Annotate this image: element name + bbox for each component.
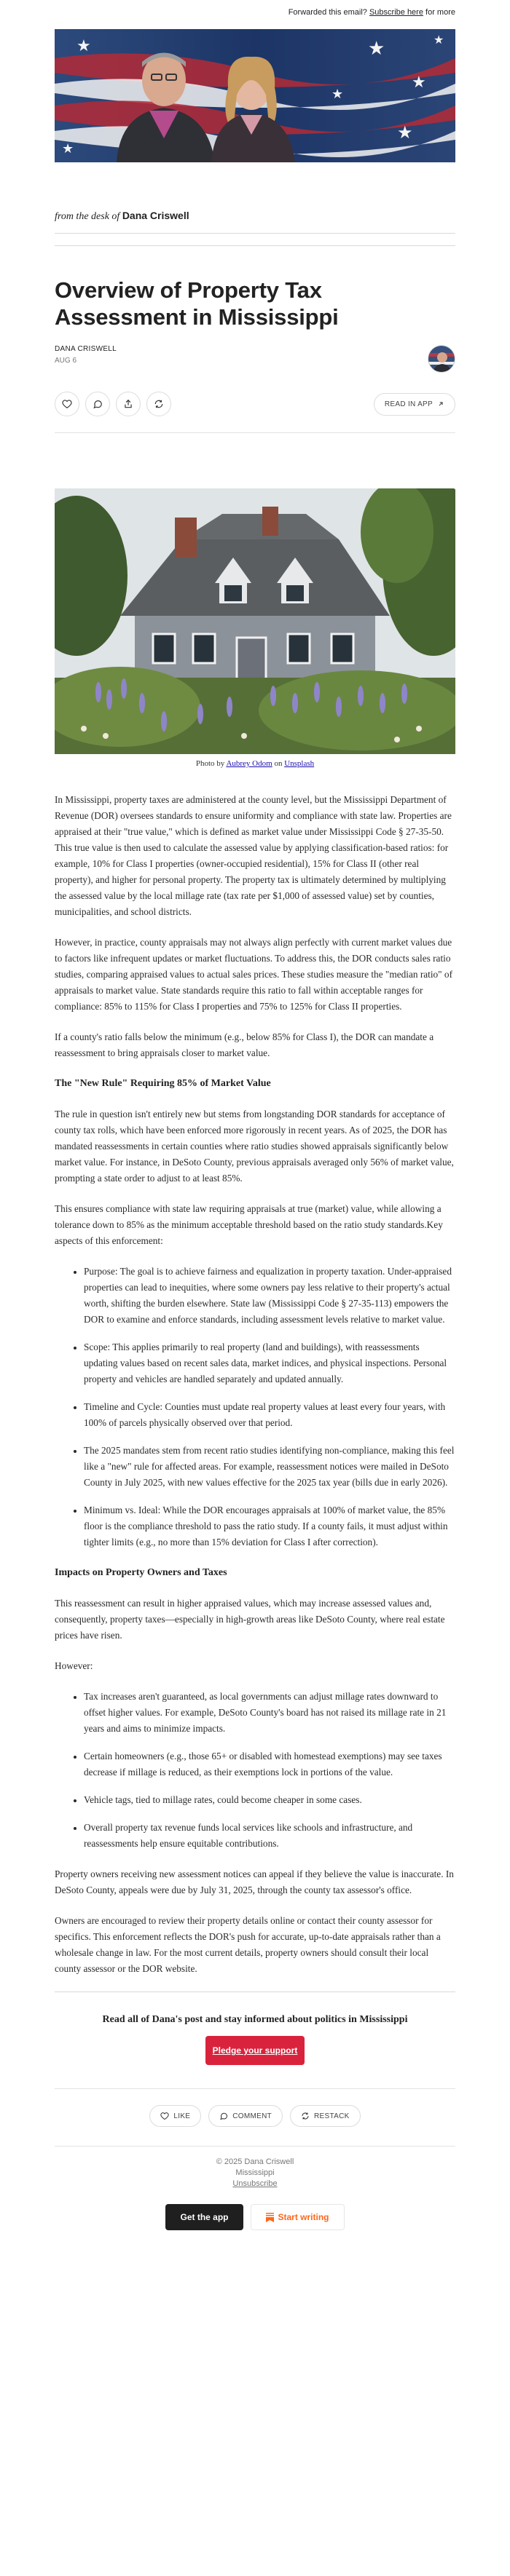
post-body	[55, 792, 455, 1977]
bottom-spacer	[55, 2230, 455, 2248]
list-item: • Scope: This applies primarily to real property (land and buildings), with reassessments updating values based on recent sales data, market indices, and physical inspections. Personal property and vehicles are handled separately and updated annually.	[84, 1339, 455, 1387]
footer-comment-button[interactable]	[208, 2105, 283, 2127]
paragraph: If a county's ratio falls below the minimum (e.g., below 85% for Class I), the DOR can mandate a reassessment to bring appraisals closer to market value.	[55, 1031, 434, 1058]
unsplash-link[interactable]: Unsplash	[284, 759, 315, 768]
svg-text:★: ★	[332, 87, 344, 102]
paragraph: This ensures compliance with state law requiring appraisals at true (market) value, while allowing a tolerance down to 85% as the minimum acceptable threshold based on the ratio study standards.Key aspects of this enforcement:	[55, 1203, 443, 1246]
author-name[interactable]: DANA CRISWELL	[55, 345, 117, 353]
read-in-app-button[interactable]	[374, 393, 455, 416]
share-icon	[123, 399, 133, 409]
list-item: • Certain homeowners (e.g., those 65+ or disabled with homestead exemptions) may see taxes decrease if millage is reduced, as their exemptions lock in portions of the value.	[84, 1748, 455, 1780]
photographer-link[interactable]: Aubrey Odom	[226, 759, 272, 768]
section-heading: The "New Rule" Requiring 85% of Market Value	[55, 1078, 271, 1089]
impacts-list	[55, 1689, 455, 1852]
post-action-bar	[55, 392, 455, 433]
divider	[55, 233, 455, 234]
forward-suffix: for more	[425, 8, 455, 17]
avatar[interactable]	[428, 345, 455, 373]
unsubscribe-link[interactable]: Unsubscribe	[232, 2179, 278, 2188]
list-item: • Minimum vs. Ideal: While the DOR encourages appraisals at 100% of market value, the 85% floor is the compliance threshold to pass the ratio study. If a county fails, it must adjust within tighter limits (e.g., no more than 15% deviation for Class I after correction).	[84, 1502, 455, 1550]
desk-author-name: Dana Criswell	[122, 210, 189, 221]
list-item: • Tax increases aren't guaranteed, as local governments can adjust millage rates downward to offset higher values. For example, DeSoto County's board has not raised its millage rate in 21 years and aims to minimize impacts.	[84, 1689, 455, 1737]
house-photo[interactable]	[55, 488, 455, 754]
footer-info	[55, 2146, 455, 2189]
restack-icon	[301, 2112, 310, 2120]
share-button[interactable]	[116, 392, 141, 416]
list-item: • Purpose: The goal is to achieve fairness and equalization in property taxation. Under-appraised properties can lead to inequities, where some owners pay less relative to their property's actual worth, shifting the burden elsewhere. State law (Mississippi Code § 27-35-113) empowers the DOR to examine and enforce standards, including assessment levels relative to market value.	[84, 1264, 455, 1328]
start-writing-button[interactable]	[251, 2204, 345, 2230]
svg-text:★: ★	[368, 38, 385, 60]
heart-icon	[160, 2112, 169, 2120]
list-item: • Overall property tax revenue funds local services like schools and infrastructure, and reassessments help ensure equitable contributions.	[84, 1820, 455, 1852]
like-label: LIKE	[173, 2112, 191, 2120]
svg-text:★: ★	[76, 37, 91, 55]
cta-text: Read all of Dana's post and stay informed about politics in Mississippi	[102, 2014, 408, 2025]
svg-text:★: ★	[412, 74, 426, 92]
post-title[interactable]: Overview of Property Tax Assessment in Mississippi	[55, 277, 339, 330]
from-desk-line	[55, 210, 455, 223]
section-heading: Impacts on Property Owners and Taxes	[55, 1567, 227, 1578]
paragraph: The rule in question isn't entirely new but stems from longstanding DOR standards for acceptance of county tax rolls, which have been enforced more rigorously in recent years. As of 2025, the DOR has mandated reassessments in certain counties where ratio studies showed appraisals significantly below market value. For instance, in DeSoto County, previous appraisals averaged only 56% of market value, prompting a state order to adjust to at least 85%.	[55, 1109, 454, 1184]
get-app-button[interactable]: Get the app	[165, 2204, 243, 2230]
pledge-button[interactable]: Pledge your support	[205, 2036, 305, 2065]
footer-action-bar	[55, 2088, 455, 2127]
paragraph: In Mississippi, property taxes are administered at the county level, but the Mississippi Department of Revenue (DOR) oversees standards to ensure uniformity and compliance with state law. Properties are appraised at their "true value," which is defined as market value under Mississippi Code § 27-35-50. This true value is then used to calculate the assessed value by applying classification-based ratios: for example, 10% for Class I properties (owner-occupied residential), 15% for Class II (other real property), and higher for personal property. The property tax is ultimately determined by multiplying the assessed value by the local millage rate (tax rate per $1,000 of assessed value) set by counties, municipalities, and school districts.	[55, 794, 452, 917]
caption-on: on	[274, 759, 283, 768]
external-arrow-icon	[437, 400, 444, 408]
paragraph: However, in practice, county appraisals may not always align perfectly with current market values due to factors like infrequent updates or market fluctuations. To address this, the DOR conducts sales ratio studies, comparing appraised values to actual sales prices. These studies measure the "median ratio" of appraisals to market value. State standards require this ratio to fall within acceptable ranges for compliance: 85% to 115% for Class I properties and 75% to 125% for Class II properties.	[55, 937, 453, 1012]
start-writing-label: Start writing	[278, 2212, 329, 2222]
read-in-app-label: READ IN APP	[384, 400, 433, 408]
list-item: • The 2025 mandates stem from recent ratio studies identifying non-compliance, making this feel like a "new" rule for affected areas. For example, reassessment notices were mailed in DeSoto County in July 2025, with new values effective for the 2025 tax year (bills due in early 2026).	[84, 1443, 455, 1491]
comment-icon	[93, 399, 103, 409]
comment-button[interactable]	[85, 392, 110, 416]
paragraph: Owners are encouraged to review their property details online or contact their county assessor for specifics. This enforcement reflects the DOR's push for accurate, up-to-date appraisals rather than a wholesale change in law. For the most current details, property owners should consult their local county assessor or the DOR website.	[55, 1915, 441, 1974]
paragraph: This reassessment can result in higher appraised values, which may increase assessed values and, consequently, property taxes—especially in high-growth areas like DeSoto County, where real estate prices have risen.	[55, 1598, 445, 1641]
list-item: • Vehicle tags, tied to millage rates, could become cheaper in some cases.	[84, 1792, 455, 1808]
footer-like-button[interactable]	[149, 2105, 201, 2127]
paragraph: However:	[55, 1660, 93, 1671]
footer-restack-button[interactable]	[290, 2105, 361, 2127]
forward-text: Forwarded this email?	[288, 8, 367, 17]
desk-prefix: from the desk of	[55, 211, 120, 222]
footer-location: Mississippi	[235, 2168, 275, 2177]
heart-icon	[62, 399, 72, 409]
comment-icon	[219, 2112, 228, 2120]
restack-icon	[154, 399, 164, 409]
comment-label: COMMENT	[232, 2112, 272, 2120]
svg-text:★: ★	[397, 122, 413, 143]
subscribe-link[interactable]: Subscribe here	[369, 8, 423, 17]
list-item: • Timeline and Cycle: Counties must update real property values at least every four years, with 100% of parcels physically observed over that period.	[84, 1399, 455, 1431]
paragraph: Property owners receiving new assessment notices can appeal if they believe the value is inaccurate. In DeSoto County, appeals were due by July 31, 2025, through the county tax assessor's office.	[55, 1868, 454, 1895]
svg-text:★: ★	[62, 141, 74, 156]
byline	[55, 345, 455, 373]
app-buttons	[55, 2204, 455, 2230]
divider	[55, 245, 455, 246]
caption-prefix: Photo by	[195, 759, 225, 768]
like-button[interactable]	[55, 392, 79, 416]
copyright: © 2025 Dana Criswell	[216, 2157, 294, 2166]
restack-label: RESTACK	[314, 2112, 350, 2120]
forward-bar	[0, 0, 510, 20]
photo-caption	[55, 759, 455, 768]
enforcement-list	[55, 1264, 455, 1550]
restack-button[interactable]	[146, 392, 171, 416]
header-banner-image	[55, 29, 455, 162]
content-column	[55, 210, 455, 2248]
substack-logo-icon	[266, 2213, 274, 2222]
svg-text:★: ★	[434, 33, 444, 47]
post-date: AUG 6	[55, 357, 77, 365]
